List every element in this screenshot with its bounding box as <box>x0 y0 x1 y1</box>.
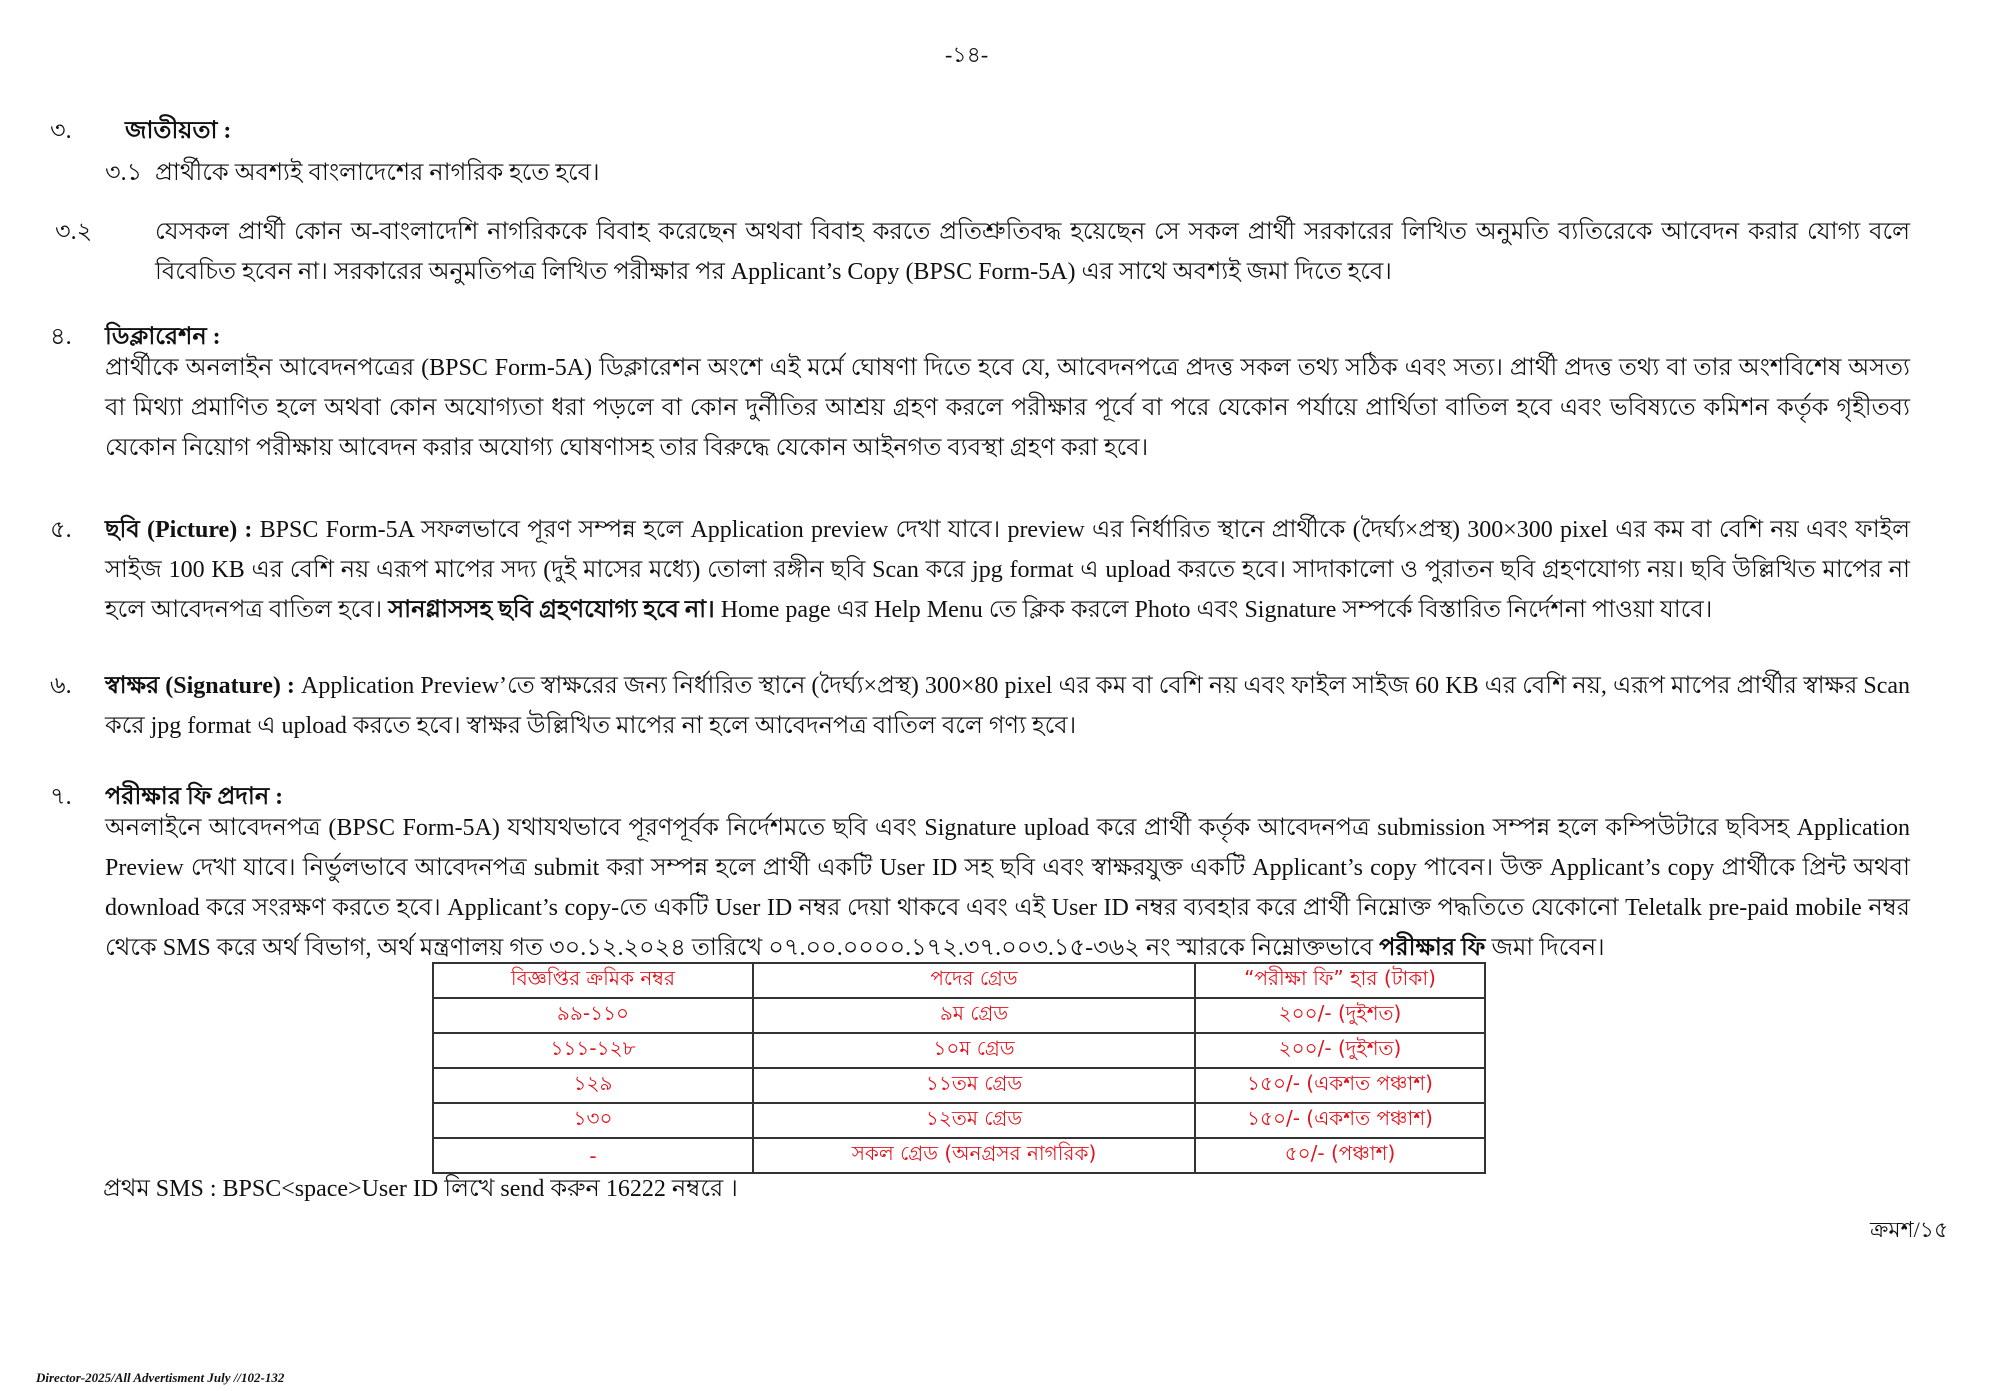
exam-fee-emphasis: পরীক্ষার ফি <box>1379 935 1486 961</box>
footer-reference: Director-2025/All Advertisment July //102-132 <box>36 1370 285 1385</box>
continued-label: ক্রমশ/১৫ <box>1870 1217 1949 1242</box>
serial-cell: ১২৯ <box>433 1068 753 1103</box>
picture-help-text: Home page এর Help Menu তে ক্লিক করলে Photo এবং Signature সম্পর্কে বিস্তারিত নির্দেশনা পাওয়া যাবে। <box>720 597 1713 623</box>
section-signature <box>50 666 1911 746</box>
header-serial-number: বিজ্ঞপ্তির ক্রমিক নম্বর <box>433 963 753 998</box>
signature-text: Application Preview’তে স্বাক্ষরের জন্য নির্ধারিত স্থানে (দৈর্ঘ্য×প্রস্থ) 300×80 pixel এর কম বা বেশি নয় এবং ফাইল সাইজ 60 KB এর বেশি নয়, এরূপ মাপের প্রার্থীর স্বাক্ষর Scan করে jpg format এ upload করতে হবে। স্বাক্ষর উল্লিখিত মাপের না হলে আবেদনপত্র বাতিল বলে গণ্য হবে। <box>105 673 1911 739</box>
grade-cell: ১১তম গ্রেড <box>753 1068 1195 1103</box>
first-sms-instruction: প্রথম SMS : BPSC<space>User ID লিখে send করুন 16222 নম্বরে । <box>103 1176 738 1202</box>
table-row <box>433 1068 1485 1103</box>
section-number: ৪. <box>50 324 72 350</box>
nationality-item-1 <box>105 153 1910 193</box>
grade-cell: ১০ম গ্রেড <box>753 1033 1195 1068</box>
fee-cell: ৫০/- (পঞ্চাশ) <box>1195 1138 1485 1173</box>
section-number: ৫. <box>50 517 72 543</box>
section-title: ডিক্লারেশন : <box>105 324 221 350</box>
sunglasses-warning: সানগ্লাসসহ ছবি গ্রহণযোগ্য হবে না। <box>388 597 715 623</box>
grade-cell: ১২তম গ্রেড <box>753 1103 1195 1138</box>
section-number: ৩. <box>50 118 72 144</box>
section-title: ছবি (Picture) : <box>105 517 253 543</box>
section-title: পরীক্ষার ফি প্রদান : <box>105 784 284 810</box>
serial-cell: - <box>433 1138 753 1173</box>
declaration-text: প্রার্থীকে অনলাইন আবেদনপত্রের (BPSC Form-5A) ডিক্লারেশন অংশে এই মর্মে ঘোষণা দিতে হবে যে, আবেদনপত্রে প্রদত্ত সকল তথ্য সঠিক এবং সত্য। প্রার্থী প্রদত্ত তথ্য বা তার অংশবিশেষ অসত্য বা মিথ্যা প্রমাণিত হলে অথবা কোন অযোগ্যতা ধরা পড়লে বা কোন দুর্নীতির আশ্রয় গ্রহণ করলে পরীক্ষার পূর্বে বা পরে যেকোন পর্যায়ে প্রার্থিতা বাতিল হবে এবং ভবিষ্যতে কমিশন কর্তৃক গৃহীতব্য যেকোন নিয়োগ পরীক্ষায় আবেদন করার অযোগ্য ঘোষণাসহ তার বিরুদ্ধে যেকোন আইনগত ব্যবস্থা গ্রহণ করা হবে। <box>105 355 1910 461</box>
picture-text: BPSC Form-5A সফলভাবে পূরণ সম্পন্ন হলে Application preview দেখা যাবে। preview এর নির্ধারিত স্থানে প্রার্থীকে (দৈর্ঘ্য×প্রস্থ) 300×300 pixel এর কম বা বেশি নয় এবং ফাইল সাইজ 100 KB এর বেশি নয় এরূপ মাপের সদ্য (দুই মাসের মধ্যে) তোলা রঙ্গীন ছবি Scan করে jpg format এ upload করতে হবে। সাদাকালো ও পুরাতন ছবি গ্রহণযোগ্য নয়। ছবি উল্লিখিত মাপের না হলে আবেদনপত্র বাতিল হবে। <box>105 517 1911 623</box>
fee-cell: ১৫০/- (একশত পঞ্চাশ) <box>1195 1068 1485 1103</box>
table-row <box>433 1138 1485 1173</box>
fee-cell: ২০০/- (দুইশত) <box>1195 998 1485 1033</box>
exam-fee-text <box>105 808 1910 968</box>
header-fee-rate: “পরীক্ষা ফি” হার (টাকা) <box>1195 963 1485 998</box>
table-row <box>433 1033 1485 1068</box>
fee-cell: ১৫০/- (একশত পঞ্চাশ) <box>1195 1103 1485 1138</box>
table-row <box>433 1103 1485 1138</box>
item-number: ৩.১ <box>105 160 143 186</box>
exam-fee-closing: জমা দিবেন। <box>1491 935 1605 961</box>
fee-table-header-row <box>433 963 1485 998</box>
item-number: ৩.২ <box>55 219 93 245</box>
serial-cell: ১৩০ <box>433 1103 753 1138</box>
item-text: প্রার্থীকে অবশ্যই বাংলাদেশের নাগরিক হতে হবে। <box>155 160 600 186</box>
grade-cell: সকল গ্রেড (অনগ্রসর নাগরিক) <box>753 1138 1195 1173</box>
item-text: যেসকল প্রার্থী কোন অ-বাংলাদেশি নাগরিককে বিবাহ করেছেন অথবা বিবাহ করতে প্রতিশ্রুতিবদ্ধ হয়েছেন সে সকল প্রার্থী সরকারের লিখিত অনুমতি ব্যতিরেকে আবেদন করার যোগ্য বলে বিবেচিত হবেন না। সরকারের অনুমতিপত্র লিখিত পরীক্ষার পর Applicant’s Copy (BPSC Form-5A) এর সাথে অবশ্যই জমা দিতে হবে। <box>155 219 1910 285</box>
nationality-item-2 <box>55 212 1910 292</box>
section-number: ৬. <box>50 673 72 699</box>
serial-cell: ১১১-১২৮ <box>433 1033 753 1068</box>
page-number: -১৪- <box>945 42 989 67</box>
fee-table <box>432 962 1486 1174</box>
section-picture <box>50 510 1911 630</box>
section-title: স্বাক্ষর (Signature) : <box>105 673 295 699</box>
table-row <box>433 998 1485 1033</box>
section-title: জাতীয়তা : <box>125 118 232 144</box>
serial-cell: ৯৯-১১০ <box>433 998 753 1033</box>
header-post-grade: পদের গ্রেড <box>753 963 1195 998</box>
section-number: ৭. <box>50 784 72 810</box>
fee-cell: ২০০/- (দুইশত) <box>1195 1033 1485 1068</box>
grade-cell: ৯ম গ্রেড <box>753 998 1195 1033</box>
exam-fee-instructions: অনলাইনে আবেদনপত্র (BPSC Form-5A) যথাযথভাবে পূরণপূর্বক নির্দেশমতে ছবি এবং Signature upload করে প্রার্থী কর্তৃক আবেদনপত্র submission সম্পন্ন হলে কম্পিউটারে ছবিসহ Application Preview দেখা যাবে। নির্ভুলভাবে আবেদনপত্র submit করা সম্পন্ন হলে প্রার্থী একটি User ID সহ ছবি এবং স্বাক্ষরযুক্ত একটি Applicant’s copy পাবেন। উক্ত Applicant’s copy প্রার্থীকে প্রিন্ট অথবা download করে সংরক্ষণ করতে হবে। Applicant’s copy-তে একটি User ID নম্বর দেয়া থাকবে এবং এই User ID নম্বর ব্যবহার করে প্রার্থী নিম্নোক্ত পদ্ধতিতে যেকোনো Teletalk pre-paid mobile নম্বর থেকে SMS করে অর্থ বিভাগ, অর্থ মন্ত্রণালয় গত ৩০.১২.২০২৪ তারিখে ০৭.০০.০০০০.১৭২.৩৭.০০৩.১৫-৩৬২ নং স্মারকে নিম্নোক্তভাবে <box>105 815 1910 961</box>
